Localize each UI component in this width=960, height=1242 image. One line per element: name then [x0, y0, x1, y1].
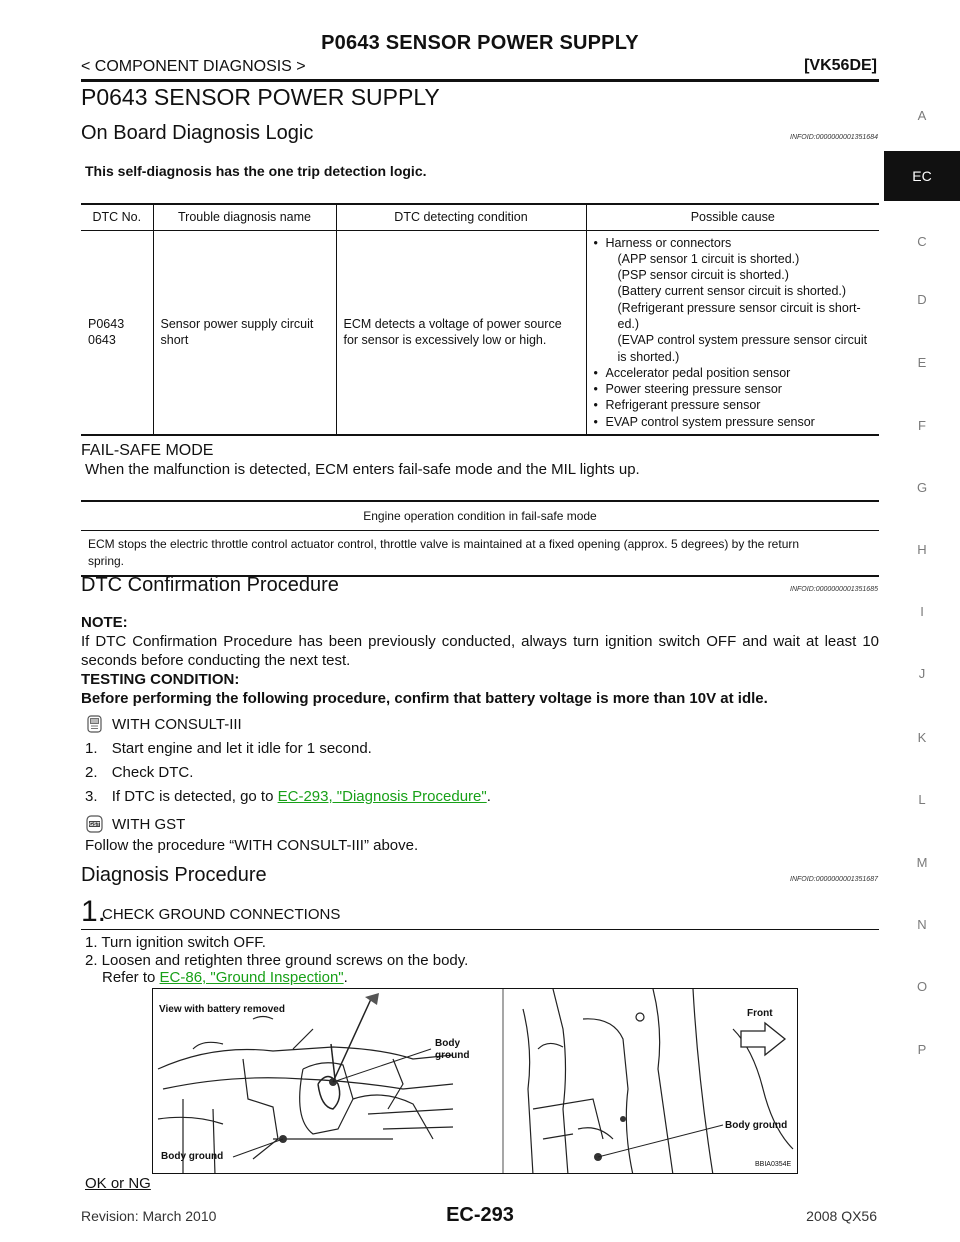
side-tab-i[interactable]: I: [920, 604, 924, 619]
failsafe-col-header: Engine operation condition in fail-safe mode: [81, 501, 879, 530]
ground-location-figure: [152, 988, 798, 1174]
step-number: 1.: [81, 895, 107, 928]
failsafe-title: FAIL-SAFE MODE: [81, 442, 214, 459]
possible-cause-list: [594, 235, 873, 431]
dtc-condition-cell: ECM detects a voltage of power source for sensor is excessively low or high.: [336, 230, 586, 435]
gst-mode-label: WITH GST: [112, 815, 186, 833]
testing-condition-label: TESTING CONDITION:: [81, 671, 240, 688]
figure-label-view: View with battery removed: [159, 1004, 285, 1015]
dtc-cause-cell: [586, 230, 879, 435]
list-item: 1. Turn ignition switch OFF.: [85, 934, 266, 951]
figure-label-body-ground-2: Body ground: [725, 1120, 788, 1131]
table-row: [81, 230, 879, 435]
testing-condition-text: Before performing the following procedure, confirm that battery voltage is more than 10V at idle.: [81, 690, 768, 707]
header-title: P0643 SENSOR POWER SUPPLY: [321, 32, 639, 54]
footer-revision: Revision: March 2010: [81, 1208, 217, 1224]
note-label: NOTE:: [81, 614, 128, 631]
consult-steps: [85, 740, 491, 812]
obd-section-title: On Board Diagnosis Logic: [81, 122, 314, 144]
figure-label-body-ground-1b: ground: [435, 1050, 470, 1061]
obd-lead: This self-diagnosis has the one trip detection logic.: [85, 163, 427, 179]
dtc-no-cell: P0643 0643: [81, 230, 153, 435]
footer-page-number: EC-293: [446, 1204, 514, 1226]
side-tab-k[interactable]: K: [917, 730, 927, 745]
diagnosis-procedure-link[interactable]: EC-293, "Diagnosis Procedure": [277, 788, 487, 805]
consult-mode-line: [85, 715, 242, 733]
dtc-col-no: DTC No.: [81, 204, 153, 230]
header-divider: [81, 79, 879, 82]
list-item: 2. Check DTC.: [85, 764, 194, 781]
dtc-name-cell: Sensor power supply circuit short: [153, 230, 336, 435]
dtc-confirm-title: DTC Confirmation Procedure: [81, 574, 339, 596]
gst-tool-icon: [85, 815, 107, 833]
side-tab-c[interactable]: C: [917, 234, 927, 249]
side-tab-h[interactable]: H: [917, 542, 927, 557]
figure-code: BBIA0354E: [755, 1161, 792, 1168]
table-row: [81, 530, 879, 576]
failsafe-intro: When the malfunction is detected, ECM enters fail-safe mode and the MIL lights up.: [85, 461, 640, 478]
side-tab-p[interactable]: P: [917, 1042, 927, 1057]
figure-label-front: Front: [747, 1008, 773, 1019]
engine-bay-illustration: [153, 989, 798, 1174]
list-item: 2. Loosen and retighten three ground screws on the body.: [85, 951, 469, 969]
dtc-table-header: [81, 204, 879, 230]
gst-mode-line: [85, 815, 185, 833]
side-tab-o[interactable]: O: [916, 979, 928, 994]
footer-model: 2008 QX56: [806, 1208, 877, 1224]
ok-or-ng-link[interactable]: OK or NG: [85, 1175, 151, 1192]
page-title: P0643 SENSOR POWER SUPPLY: [81, 84, 440, 110]
dtc-confirm-infoid: INFOID:0000000001351685: [790, 586, 878, 593]
figure-label-body-ground-1: Body: [435, 1038, 460, 1049]
side-tab-e[interactable]: E: [917, 355, 927, 370]
side-tab-n[interactable]: N: [917, 917, 927, 932]
dtc-col-condition: DTC detecting condition: [336, 204, 586, 230]
failsafe-table: [81, 500, 879, 577]
consult-mode-label: WITH CONSULT-III: [112, 715, 242, 733]
list-item: 3. If DTC is detected, go to EC-293, "Diagnosis Procedure".: [85, 788, 491, 805]
side-tab-ec[interactable]: EC: [884, 151, 960, 201]
step-heading: CHECK GROUND CONNECTIONS: [102, 906, 341, 923]
list-item: 1. Start engine and let it idle for 1 second.: [85, 740, 372, 757]
list-item: • Refrigerant pressure sensor: [594, 397, 873, 413]
list-item: Refer to EC-86, "Ground Inspection".: [102, 969, 348, 986]
dtc-col-cause: Possible cause: [586, 204, 879, 230]
step-instructions: [85, 934, 468, 987]
side-tab-l[interactable]: L: [918, 792, 926, 807]
side-tab-d[interactable]: D: [917, 292, 927, 307]
step-divider: [81, 929, 879, 930]
consult-tool-icon: [85, 715, 107, 733]
diag-title: Diagnosis Procedure: [81, 864, 267, 886]
dtc-table: [81, 203, 879, 436]
diag-infoid: INFOID:0000000001351687: [790, 876, 878, 883]
obd-infoid: INFOID:0000000001351684: [790, 134, 878, 141]
side-tab-g[interactable]: G: [916, 480, 928, 495]
figure-label-body-ground-3: Body ground: [161, 1151, 224, 1162]
side-tab-m[interactable]: M: [916, 855, 928, 870]
dtc-col-name: Trouble diagnosis name: [153, 204, 336, 230]
side-tab-j[interactable]: J: [918, 666, 926, 681]
failsafe-body-cell: ECM stops the electric throttle control actuator control, throttle valve is maintained at a fixed opening (approx. 5 degrees) by the return spring.: [81, 530, 879, 576]
list-item: • Harness or connectors (APP sensor 1 circuit is shorted.) (PSP sensor circuit is shorted.) (Battery current sensor circuit is shorted.) (Refrigerant pressure sensor circuit is short- ed.) (EVAP control system pressure sensor circuit is shorted.): [594, 235, 873, 365]
gst-text: Follow the procedure “WITH CONSULT-III” above.: [85, 837, 419, 854]
side-tab-a[interactable]: A: [917, 108, 927, 123]
note-text: If DTC Confirmation Procedure has been previously conducted, always turn ignition switch OFF and wait at least 10 seconds before conducting the next test.: [81, 633, 879, 669]
header-engine: [VK56DE]: [804, 57, 877, 74]
list-item: • Power steering pressure sensor: [594, 381, 873, 397]
note-block: [81, 613, 879, 708]
list-item: • EVAP control system pressure sensor: [594, 414, 873, 430]
svg-text:GST: GST: [89, 822, 100, 828]
ground-inspection-link[interactable]: EC-86, "Ground Inspection": [159, 969, 344, 986]
failsafe-table-header: [81, 501, 879, 530]
header-section: < COMPONENT DIAGNOSIS >: [81, 58, 306, 75]
list-item: • Accelerator pedal position sensor: [594, 365, 873, 381]
side-tab-f[interactable]: F: [918, 418, 926, 433]
